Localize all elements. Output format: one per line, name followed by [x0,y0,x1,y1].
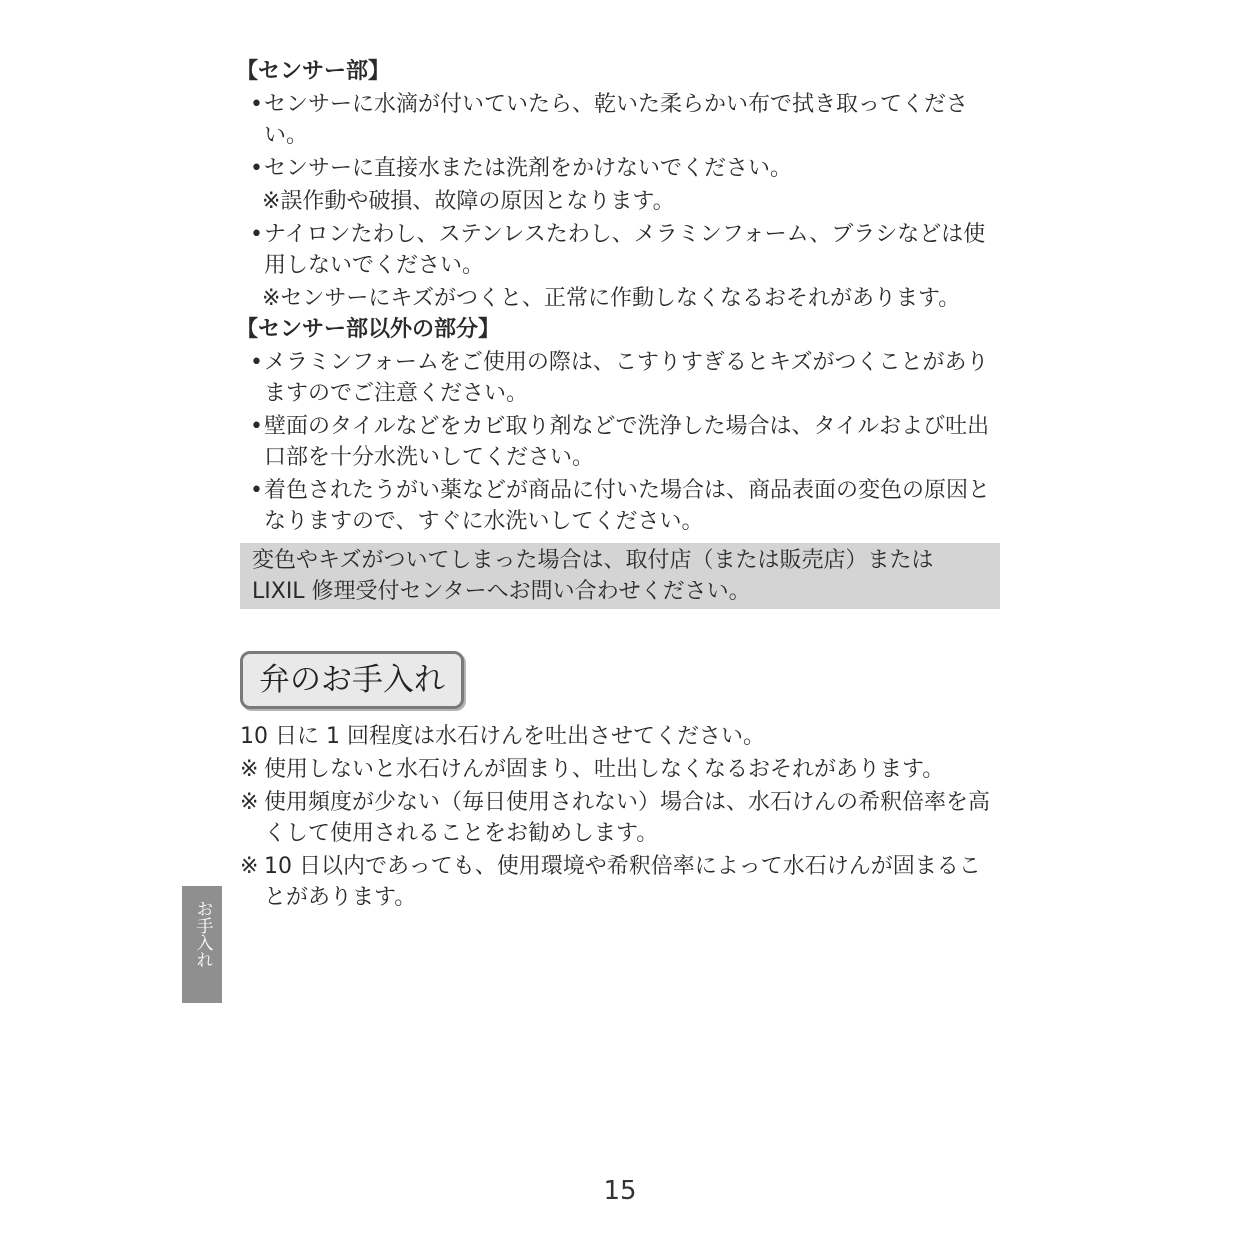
note-text: ※誤作動や破損、故障の原因となります。 [262,189,675,214]
contact-notice-line: 変色やキズがついてしまった場合は、取付店（または販売店）または [252,548,934,573]
page-content [236,56,1000,913]
list-item [240,347,1000,409]
reference-mark: ※ [240,790,259,815]
bullet-text: 壁面のタイルなどをカビ取り剤などで洗浄した場合は、タイルおよび吐出口部を十分水洗いしてください。 [264,414,990,470]
side-index-tab: お手入れ [182,886,222,1003]
bullet-mark: • [250,92,263,117]
contact-notice-line: LIXIL 修理受付センターへお問い合わせください。 [252,579,751,604]
bullet-mark: • [250,156,263,181]
bullet-mark: • [250,478,263,503]
reference-mark: ※ [240,854,259,879]
valve-intro: 10 日に 1 回程度は水石けんを吐出させてください。 [240,724,765,749]
bullet-text: ナイロンたわし、ステンレスたわし、メラミンフォーム、ブラシなどは使用しないでください。 [264,222,986,278]
valve-section-title: 弁のお手入れ [240,651,464,709]
bullet-text: メラミンフォームをご使用の際は、こすりすぎるとキズがつくことがありますのでご注意ください。 [264,350,989,406]
list-item [240,851,1000,913]
list-item [240,89,1000,151]
list-item [240,787,1000,849]
bullet-mark: • [250,222,263,247]
list-item [240,411,1000,473]
list-item [240,153,1000,184]
sensor-heading: 【センサー部】 [236,59,391,84]
contact-notice [240,543,1000,609]
bullet-text: センサーに直接水または洗剤をかけないでください。 [264,156,793,181]
reference-mark: ※ [240,757,259,782]
bullet-text: センサーに水滴が付いていたら、乾いた柔らかい布で拭き取ってください。 [264,92,969,148]
list-item [240,475,1000,537]
bullet-mark: • [250,414,263,439]
note-text: 10 日以内であっても、使用環境や希釈倍率によって水石けんが固まることがあります。 [264,854,981,910]
list-item [240,219,1000,281]
bullet-text: 着色されたうがい薬などが商品に付いた場合は、商品表面の変色の原因となりますので、すぐに水洗いしてください。 [264,478,991,534]
other-parts-heading: 【センサー部以外の部分】 [236,317,501,342]
note-text: 使用しないと水石けんが固まり、吐出しなくなるおそれがあります。 [264,757,945,782]
list-item [240,754,1000,785]
page-number: 15 [603,1176,637,1206]
note-text: 使用頻度が少ない（毎日使用されない）場合は、水石けんの希釈倍率を高くして使用されることをお勧めします。 [264,790,991,846]
note-text: ※センサーにキズがつくと、正常に作動しなくなるおそれがあります。 [262,286,961,311]
bullet-mark: • [250,350,263,375]
